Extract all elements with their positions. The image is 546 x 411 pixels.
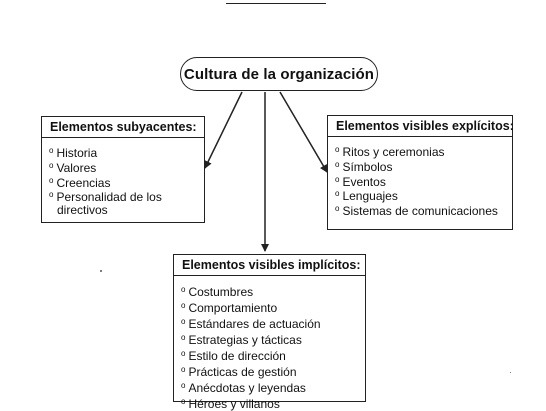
- underlying-elements-box: [41, 116, 205, 223]
- list-item: $^o$ Eventos: [335, 174, 386, 189]
- list-item: $^o$ Ritos y ceremonias: [335, 145, 445, 159]
- list-item: $^o$ Símbolos: [335, 159, 393, 174]
- list-item: $^o$ Sistemas de comunicaciones: [335, 204, 498, 219]
- list-item: $^o$ Creencias: [49, 175, 111, 190]
- list-item: $^o$ Estrategias y tácticas: [181, 333, 302, 347]
- list-item: $^o$ Estándares de actuación: [181, 317, 321, 331]
- implicit-visible-elements-list: [174, 276, 365, 411]
- implicit-visible-elements-box: [173, 254, 366, 411]
- scan-speck: [510, 372, 511, 373]
- root-title: Cultura de la organización: [183, 65, 375, 83]
- root-node: [180, 57, 378, 91]
- list-item: $^o$ Lenguajes: [335, 189, 398, 204]
- list-item: $^o$ Héroes y villanos: [181, 397, 280, 411]
- list-item: $^o$ Historia: [49, 146, 98, 160]
- list-item: $^o$ Comportamiento: [181, 301, 278, 315]
- arrow-to-left-box: [205, 92, 242, 168]
- list-item: $^o$ Anécdotas y leyendas: [181, 381, 306, 395]
- list-item: $^o$ Costumbres: [181, 285, 254, 299]
- list-item: $^o$ Estilo de dirección: [181, 349, 286, 363]
- explicit-visible-elements-box: [327, 115, 513, 230]
- list-item: $^o$ Prácticas de gestión: [181, 365, 297, 379]
- implicit-visible-elements-title: Elementos visibles implícitos:: [174, 255, 365, 276]
- underlying-elements-list: [42, 138, 204, 217]
- arrow-to-right-box: [280, 92, 327, 172]
- scan-speck: [100, 270, 102, 272]
- explicit-visible-elements-list: [328, 137, 512, 218]
- underlying-elements-title: Elementos subyacentes:: [42, 117, 204, 138]
- list-item: $^o$ Personalidad de los directivos: [49, 190, 162, 218]
- explicit-visible-elements-title: Elementos visibles explícitos:: [328, 116, 512, 137]
- list-item: $^o$ Valores: [49, 160, 97, 175]
